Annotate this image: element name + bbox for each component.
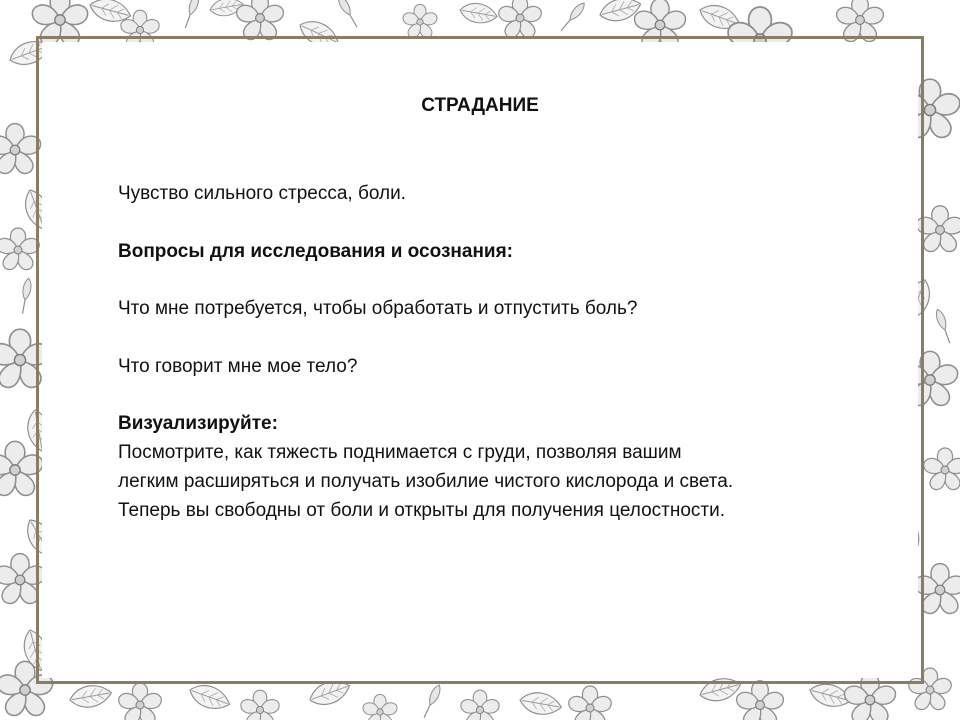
visualize-line: Теперь вы свободны от боли и открыты для получения целостности. [118,500,726,521]
visualize-line: Посмотрите, как тяжесть поднимается с груди, позволяя вашим [118,442,682,463]
question-2: Что говорит мне мое тело? [118,356,358,377]
question-1: Что мне потребуется, чтобы обработать и отпустить боль? [118,298,638,319]
questions-heading: Вопросы для исследования и осознания: [118,241,514,262]
definition-text: Чувство сильного стресса, боли. [118,183,406,204]
visualize-heading: Визуализируйте: [118,413,278,434]
visualize-line: легким расширяться и получать изобилие чистого кислорода и света. [118,471,734,492]
slide-title: СТРАДАНИЕ [421,95,539,116]
